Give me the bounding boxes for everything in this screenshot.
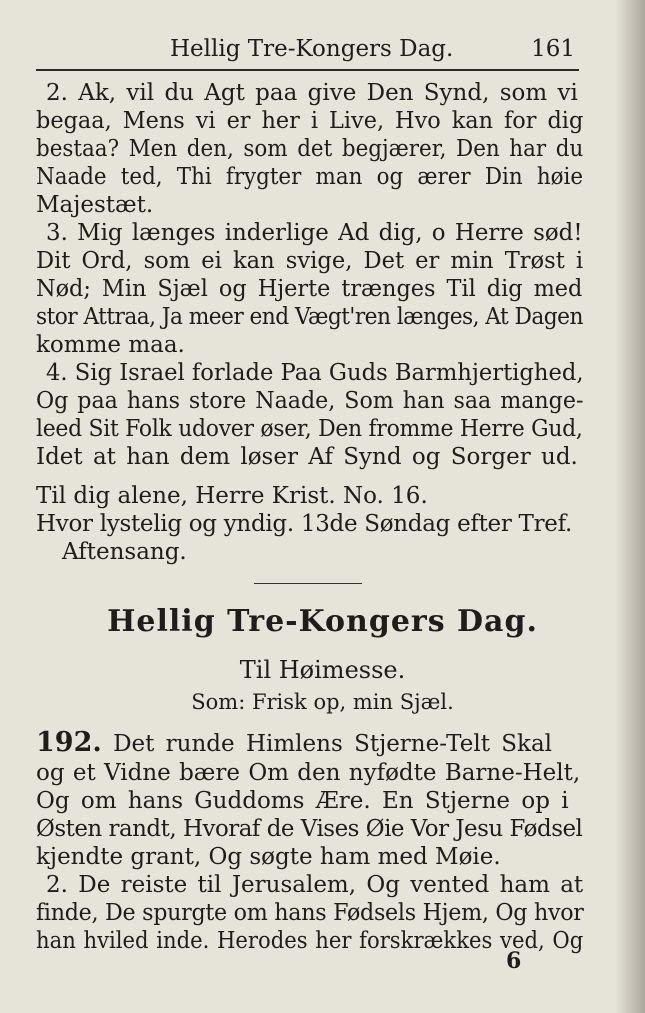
text-line: han hviled inde. Herodes her forskrækkes ved, Og — [36, 928, 584, 954]
running-title: Hellig Tre-Kongers Dag. — [170, 36, 454, 62]
melody-line: Som: Frisk op, min Sjæl. — [191, 690, 454, 714]
text-line: begaa, Mens vi er her i Live, Hvo kan for dig — [36, 108, 584, 134]
page-header — [36, 36, 579, 66]
hymn-reference: Hvor lystelig og yndig. 13de Søndag efter Tref. — [36, 511, 573, 537]
hymn-reference: Til dig alene, Herre Krist. No. 16. — [36, 483, 428, 509]
text-line: 2. De reiste til Jerusalem, Og vented ham at — [46, 872, 584, 898]
text-line: Naade ted, Thi frygter man og ærer Din høie — [36, 164, 584, 190]
text-line: stor Attraa, Ja meer end Vægt'ren længes, At Dagen — [36, 304, 583, 330]
text-line: bestaa? Men den, som det begjærer, Den har du — [36, 136, 584, 162]
text-line: leed Sit Folk udover øser, Den fromme Herre Gud, — [36, 416, 583, 442]
text-line: Og paa hans store Naade, Som han saa mange- — [36, 388, 584, 414]
text-line: finde, De spurgte om hans Fødsels Hjem, Og hvor — [36, 900, 584, 926]
hymn-number: 192. — [36, 727, 102, 758]
text-line: kjendte grant, Og søgte ham med Møie. — [36, 844, 501, 870]
header-rule — [36, 69, 579, 71]
text-line: Østen randt, Hvoraf de Vises Øie Vor Jesu Fødsel — [36, 816, 583, 842]
text-line: Dit Ord, som ei kan svige, Det er min Trøst i — [36, 248, 584, 274]
text-line: komme maa. — [36, 332, 185, 358]
text-line: Idet at han dem løser Af Synd og Sorger ud. — [36, 444, 578, 470]
hymn-first-line — [36, 729, 552, 757]
text-line: Majestæt. — [36, 192, 154, 218]
hymn-first-line-text: Det runde Himlens Stjerne-Telt Skal — [113, 731, 553, 757]
text-line: 3. Mig længes inderlige Ad dig, o Herre sød! — [46, 220, 583, 246]
text-line: Og om hans Guddoms Ære. En Stjerne op i — [36, 788, 569, 814]
service-heading: Til Høimesse. — [239, 656, 406, 684]
text-line: 4. Sig Israel forlade Paa Guds Barmhjertighed, — [46, 360, 584, 386]
signature-mark: 6 — [506, 948, 522, 974]
page-number: 161 — [531, 36, 575, 62]
text-line: 2. Ak, vil du Agt paa give Den Synd, som vi — [46, 80, 578, 106]
section-divider — [254, 583, 362, 584]
hymn-reference: Aftensang. — [62, 539, 187, 565]
section-title: Hellig Tre-Kongers Dag. — [107, 604, 538, 639]
text-line: Nød; Min Sjæl og Hjerte trænges Til dig med — [36, 276, 583, 302]
text-line: og et Vidne bære Om den nyfødte Barne-Helt, — [36, 760, 581, 786]
